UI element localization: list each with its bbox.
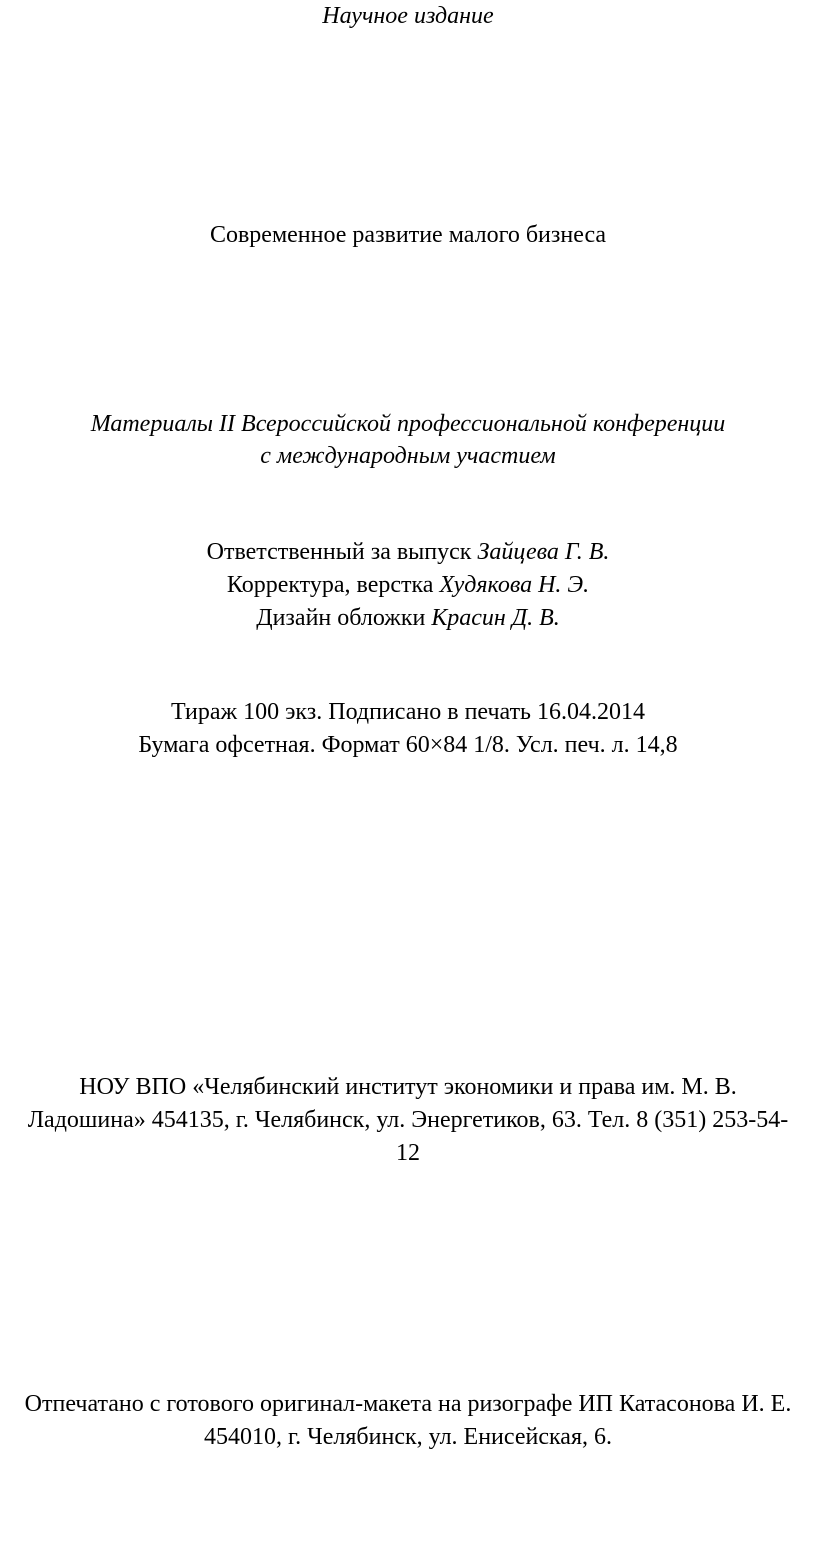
materials-line-1: Материалы II Всероссийской профессиональной конференции (90, 411, 726, 437)
credit-cover-name: Красин Д. В. (431, 605, 560, 631)
credit-correction (0, 570, 816, 600)
credit-responsible-name: Зайцева Г. В. (477, 539, 610, 565)
edition-type: Научное издание (322, 3, 494, 29)
credit-correction-name: Худякова Н. Э. (439, 572, 590, 598)
publisher-line-3: 12 (396, 1140, 420, 1166)
printer-line-1: Отпечатано с готового оригинал-макета на ризографе ИП Катасонова И. Е. (24, 1391, 792, 1417)
credit-cover-design (0, 603, 816, 633)
print-info-line-1: Тираж 100 экз. Подписано в печать 16.04.2014 (170, 699, 645, 725)
publisher-line-2: Ладошина» 454135, г. Челябинск, ул. Энергетиков, 63. Тел. 8 (351) 253-54- (27, 1107, 789, 1133)
credit-responsible (0, 537, 816, 567)
print-info-line-2: Бумага офсетная. Формат 60×84 1/8. Усл. печ. л. 14,8 (138, 732, 678, 758)
credit-responsible-label: Ответственный за выпуск (206, 539, 472, 565)
credit-cover-label: Дизайн обложки (256, 605, 426, 631)
publisher-line-1: НОУ ВПО «Челябинский институт экономики и права им. М. В. (79, 1074, 737, 1100)
materials-line-2: с международным участием (260, 443, 556, 469)
credit-correction-label: Корректура, верстка (226, 572, 434, 598)
printer-line-2: 454010, г. Челябинск, ул. Енисейская, 6. (204, 1424, 612, 1450)
book-title: Современное развитие малого бизнеса (209, 222, 607, 248)
